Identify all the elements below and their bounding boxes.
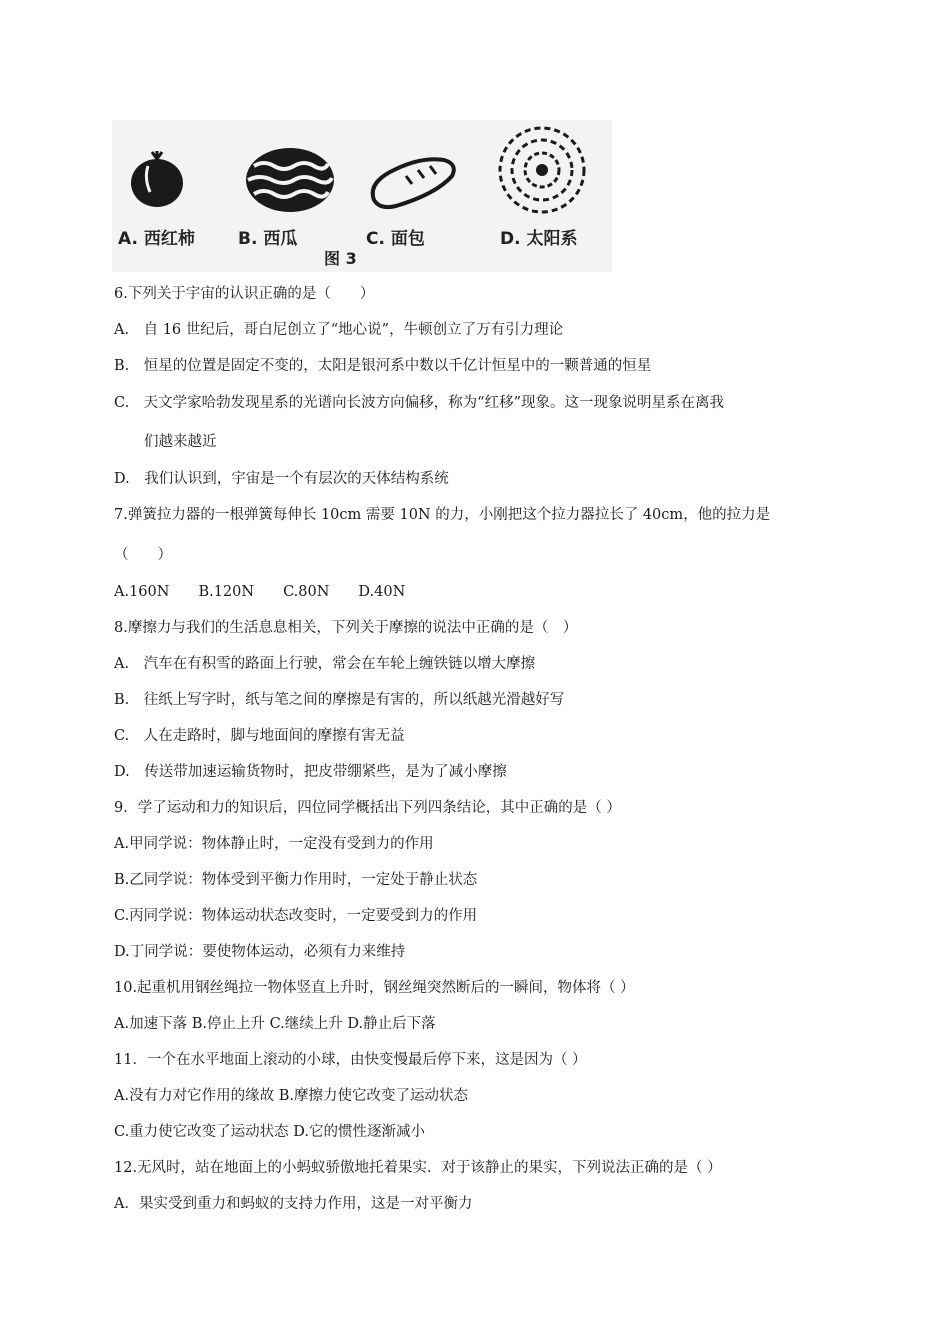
q8-option-b: B. 往纸上写字时，纸与笔之间的摩擦是有害的，所以纸越光滑越好写 [114,692,565,708]
q12-stem: 12.无风时，站在地面上的小蚂蚁骄傲地托着果实．对于该静止的果实，下列说法正确的是（ ） [114,1160,722,1176]
q9-option-b: B.乙同学说：物体受到平衡力作用时，一定处于静止状态 [114,872,478,888]
q6-option-d: D. 我们认识到，宇宙是一个有层次的天体结构系统 [114,471,449,487]
q8-option-c: C. 人在走路时，脚与地面间的摩擦有害无益 [114,728,405,744]
q7-stem: 7.弹簧拉力器的一根弹簧每伸长 10cm 需要 10N 的力，小刚把这个拉力器拉长了 40cm，他的拉力是 [114,507,771,523]
q9-option-a: A.甲同学说：物体静止时，一定没有受到力的作用 [114,836,434,852]
q11-stem: 11．一个在水平地面上滚动的小球，由快变慢最后停下来，这是因为（ ） [114,1052,587,1068]
watermelon-icon [244,146,336,214]
solar-system-icon [496,124,588,216]
q10-stem: 10.起重机用钢丝绳拉一物体竖直上升时，钢丝绳突然断后的一瞬间，物体将（ ） [114,980,635,996]
q6-option-b: B. 恒星的位置是固定不变的，太阳是银河系中数以千亿计恒星中的一颗普通的恒星 [114,358,652,374]
q8-stem: 8.摩擦力与我们的生活息息相关，下列关于摩擦的说法中正确的是（ ） [114,620,578,636]
q11-options-ab: A.没有力对它作用的缘故 B.摩擦力使它改变了运动状态 [114,1088,468,1104]
figure-label-b: B. 西瓜 [238,229,298,249]
q7-answer-paren: （ ） [114,547,172,563]
figure-label-c: C. 面包 [366,229,425,249]
q9-option-d: D.丁同学说：要使物体运动，必须有力来维持 [114,944,406,960]
q6-option-a: A. 自 16 世纪后，哥白尼创立了“地心说”，牛顿创立了万有引力理论 [114,322,564,338]
q8-option-a: A. 汽车在有积雪的路面上行驶，常会在车轮上缠铁链以增大摩擦 [114,656,536,672]
figure-3 [112,120,612,272]
q11-options-cd: C.重力使它改变了运动状态 D.它的惯性逐渐减小 [114,1124,426,1140]
figure-label-d: D. 太阳系 [500,229,578,249]
tomato-icon [126,148,188,210]
bread-icon [366,154,458,210]
q9-option-c: C.丙同学说：物体运动状态改变时，一定要受到力的作用 [114,908,478,924]
figure-caption: 图 3 [324,249,357,268]
q12-option-a: A．果实受到重力和蚂蚁的支持力作用，这是一对平衡力 [114,1196,473,1212]
q9-stem: 9．学了运动和力的知识后，四位同学概括出下列四条结论，其中正确的是（ ） [114,800,621,816]
q6-option-c-cont: 们越来越近 [144,434,217,450]
q10-options: A.加速下落 B.停止上升 C.继续上升 D.静止后下落 [114,1016,436,1032]
q6-stem: 6.下列关于宇宙的认识正确的是（ ） [114,286,375,302]
q7-options: A.160N B.120N C.80N D.40N [114,584,406,600]
figure-label-a: A. 西红柿 [118,229,195,249]
q8-option-d: D. 传送带加速运输货物时，把皮带绷紧些，是为了减小摩擦 [114,764,507,780]
q6-option-c: C. 天文学家哈勃发现星系的光谱向长波方向偏移，称为“红移”现象。这一现象说明星系在离我 [114,395,725,411]
